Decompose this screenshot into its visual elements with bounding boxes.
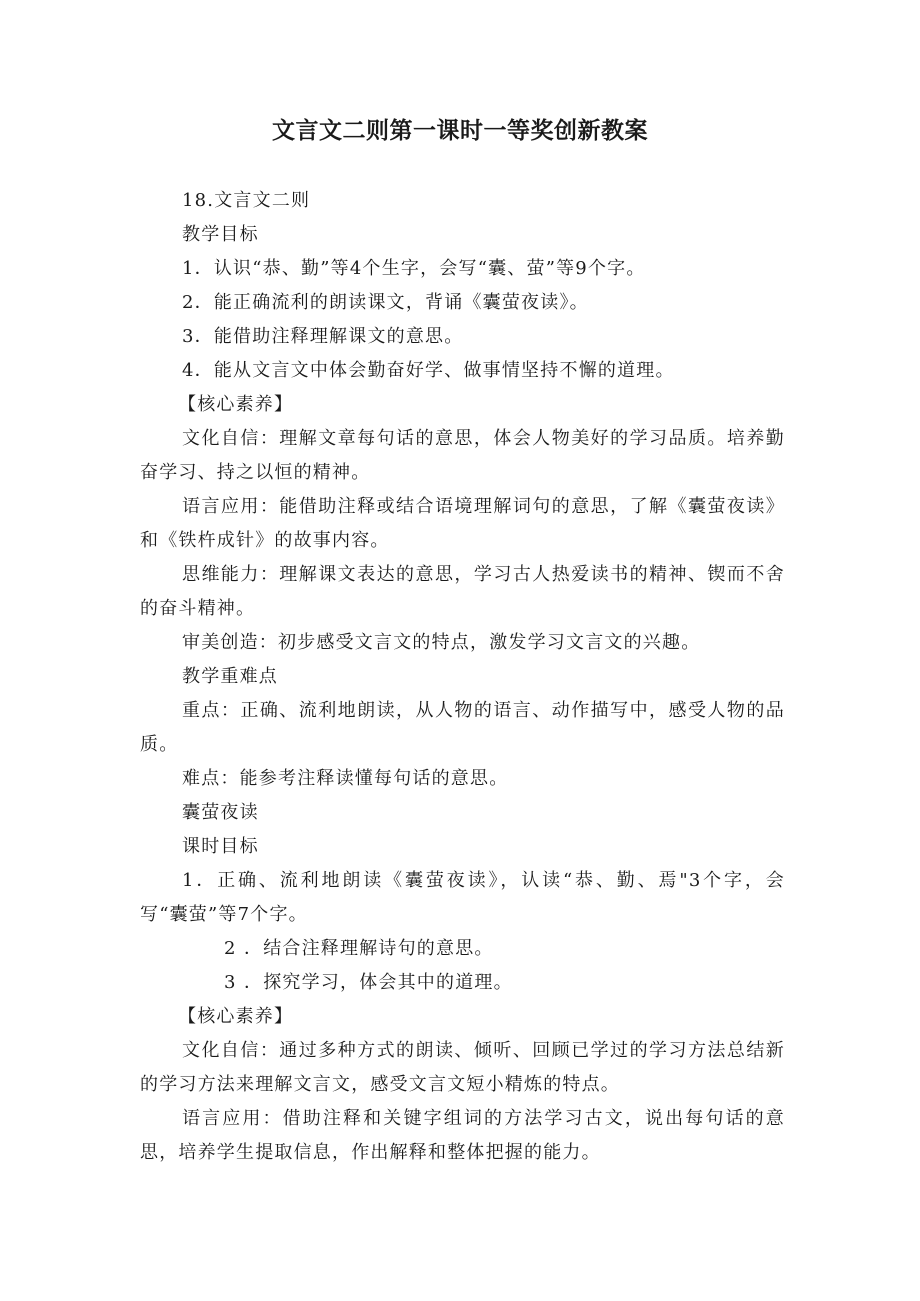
- core-literacy-heading: 【核心素养】: [178, 394, 294, 415]
- document-title: 文言文二则第一课时一等奖创新教案: [272, 118, 648, 144]
- core-literacy-item: 文化自信：理解文章每句话的意思，体会人物美好的学习品质。培养勤奋学习、持之以恒的精神。: [140, 428, 785, 483]
- document-body: [140, 184, 785, 1170]
- period-goals-heading: 课时目标: [182, 836, 259, 857]
- goal-item: 2．能正确流利的朗读课文，背诵《囊萤夜读》。: [182, 292, 589, 313]
- core-literacy-item: 文化自信：通过多种方式的朗读、倾听、回顾已学过的学习方法总结新的学习方法来理解文言文，感受文言文短小精炼的特点。: [140, 1040, 785, 1095]
- goal-item: 4．能从文言文中体会勤奋好学、做事情坚持不懈的道理。: [182, 360, 675, 381]
- period-goal-number: 2: [224, 938, 237, 959]
- period-goal-text: ．结合注释理解诗句的意思。: [244, 938, 494, 959]
- goals-heading: 教学目标: [182, 224, 259, 245]
- core-literacy-heading: 【核心素养】: [178, 1006, 294, 1027]
- core-literacy-item: 审美创造：初步感受文言文的特点，激发学习文言文的兴趣。: [182, 632, 701, 653]
- lesson-heading: 18.文言文二则: [182, 190, 311, 211]
- difficulty-heading: 教学重难点: [182, 666, 278, 687]
- period-goal-item: [140, 966, 785, 1000]
- core-literacy-item: 语言应用：能借助注释或结合语境理解词句的意思，了解《囊萤夜读》和《铁杵成针》的故事内容。: [140, 496, 785, 551]
- goal-item: 1．认识“恭、勤”等4个生字，会写“囊、萤”等9个字。: [182, 258, 646, 279]
- period-goal-text: ．探究学习，体会其中的道理。: [244, 972, 513, 993]
- core-literacy-item: 语言应用：借助注释和关键字组词的方法学习古文，说出每句话的意思，培养学生提取信息，作出解释和整体把握的能力。: [140, 1108, 785, 1163]
- hard-point: 难点：能参考注释读懂每句话的意思。: [182, 768, 509, 789]
- period-goal-item: 1．正确、流利地朗读《囊萤夜读》，认读“恭、勤、焉"3个字，会写“囊萤”等7个字。: [140, 870, 785, 925]
- core-literacy-item: 思维能力：理解课文表达的意思，学习古人热爱读书的精神、锲而不舍的奋斗精神。: [140, 564, 785, 619]
- key-point: 重点：正确、流利地朗读，从人物的语言、动作描写中，感受人物的品质。: [140, 700, 785, 755]
- period-goal-number: 3: [224, 972, 237, 993]
- goal-item: 3．能借助注释理解课文的意思。: [182, 326, 464, 347]
- text-title: 囊萤夜读: [182, 802, 259, 823]
- period-goal-item: [140, 932, 785, 966]
